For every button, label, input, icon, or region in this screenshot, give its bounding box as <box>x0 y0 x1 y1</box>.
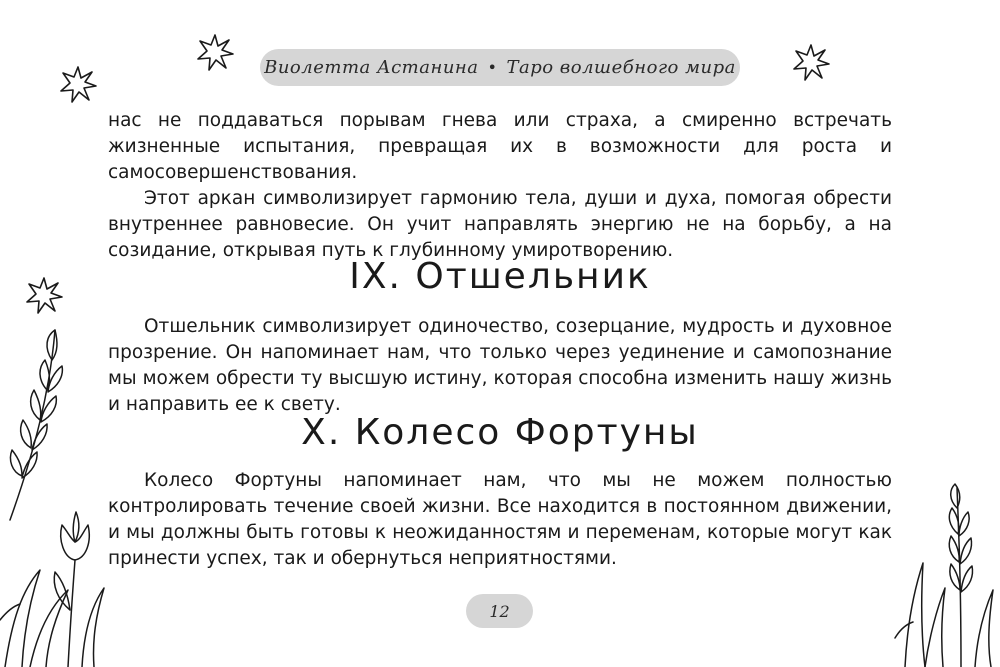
page-number <box>466 594 533 628</box>
paragraph: Отшельник символизирует одиночество, созерцание, мудрость и духовное прозрение. Он напоминает нам, что только через уединение и самопознание мы можем обрести ту высшую истину, которая способна изменить нашу жизнь и направить ее к свету. <box>108 316 892 415</box>
header-author: Виолетта Астанина <box>264 57 479 78</box>
running-header <box>260 49 740 86</box>
paragraph: нас не поддаваться порывам гнева или страха, а смиренно встречать жизненные испытания, превращая их в возможности для роста и самосовершенствования. <box>108 110 892 183</box>
star-doodle-icon <box>790 42 832 82</box>
paragraph: Этот аркан символизирует гармонию тела, души и духа, помогая обрести внутреннее равновесие. Он учит направлять энергию не на борьбу, а на созидание, открывая путь к глубинному умиротворению. <box>108 188 892 261</box>
page-number-label: 12 <box>489 601 510 621</box>
chapter-title-wheel: X. Колесо Фортуны <box>301 412 699 453</box>
wheel-text <box>108 468 892 572</box>
floral-branch-icon <box>0 320 110 667</box>
star-doodle-icon <box>58 64 98 104</box>
intro-text <box>108 108 892 264</box>
paragraph: Колесо Фортуны напоминает нам, что мы не можем полностью контролировать течение своей жизни. Все находится в постоянном движении, и мы должны быть готовы к неожиданностям и переменам, которые могут как принести успех, так и обернуться неприятностями. <box>108 470 892 569</box>
hermit-text <box>108 314 892 418</box>
chapter-title-hermit: IX. Отшельник <box>349 256 651 297</box>
star-doodle-icon <box>195 32 235 72</box>
floral-branch-icon <box>895 478 1000 667</box>
header-book-title: Таро волшебного мира <box>506 57 736 78</box>
header-separator: • <box>487 58 498 77</box>
